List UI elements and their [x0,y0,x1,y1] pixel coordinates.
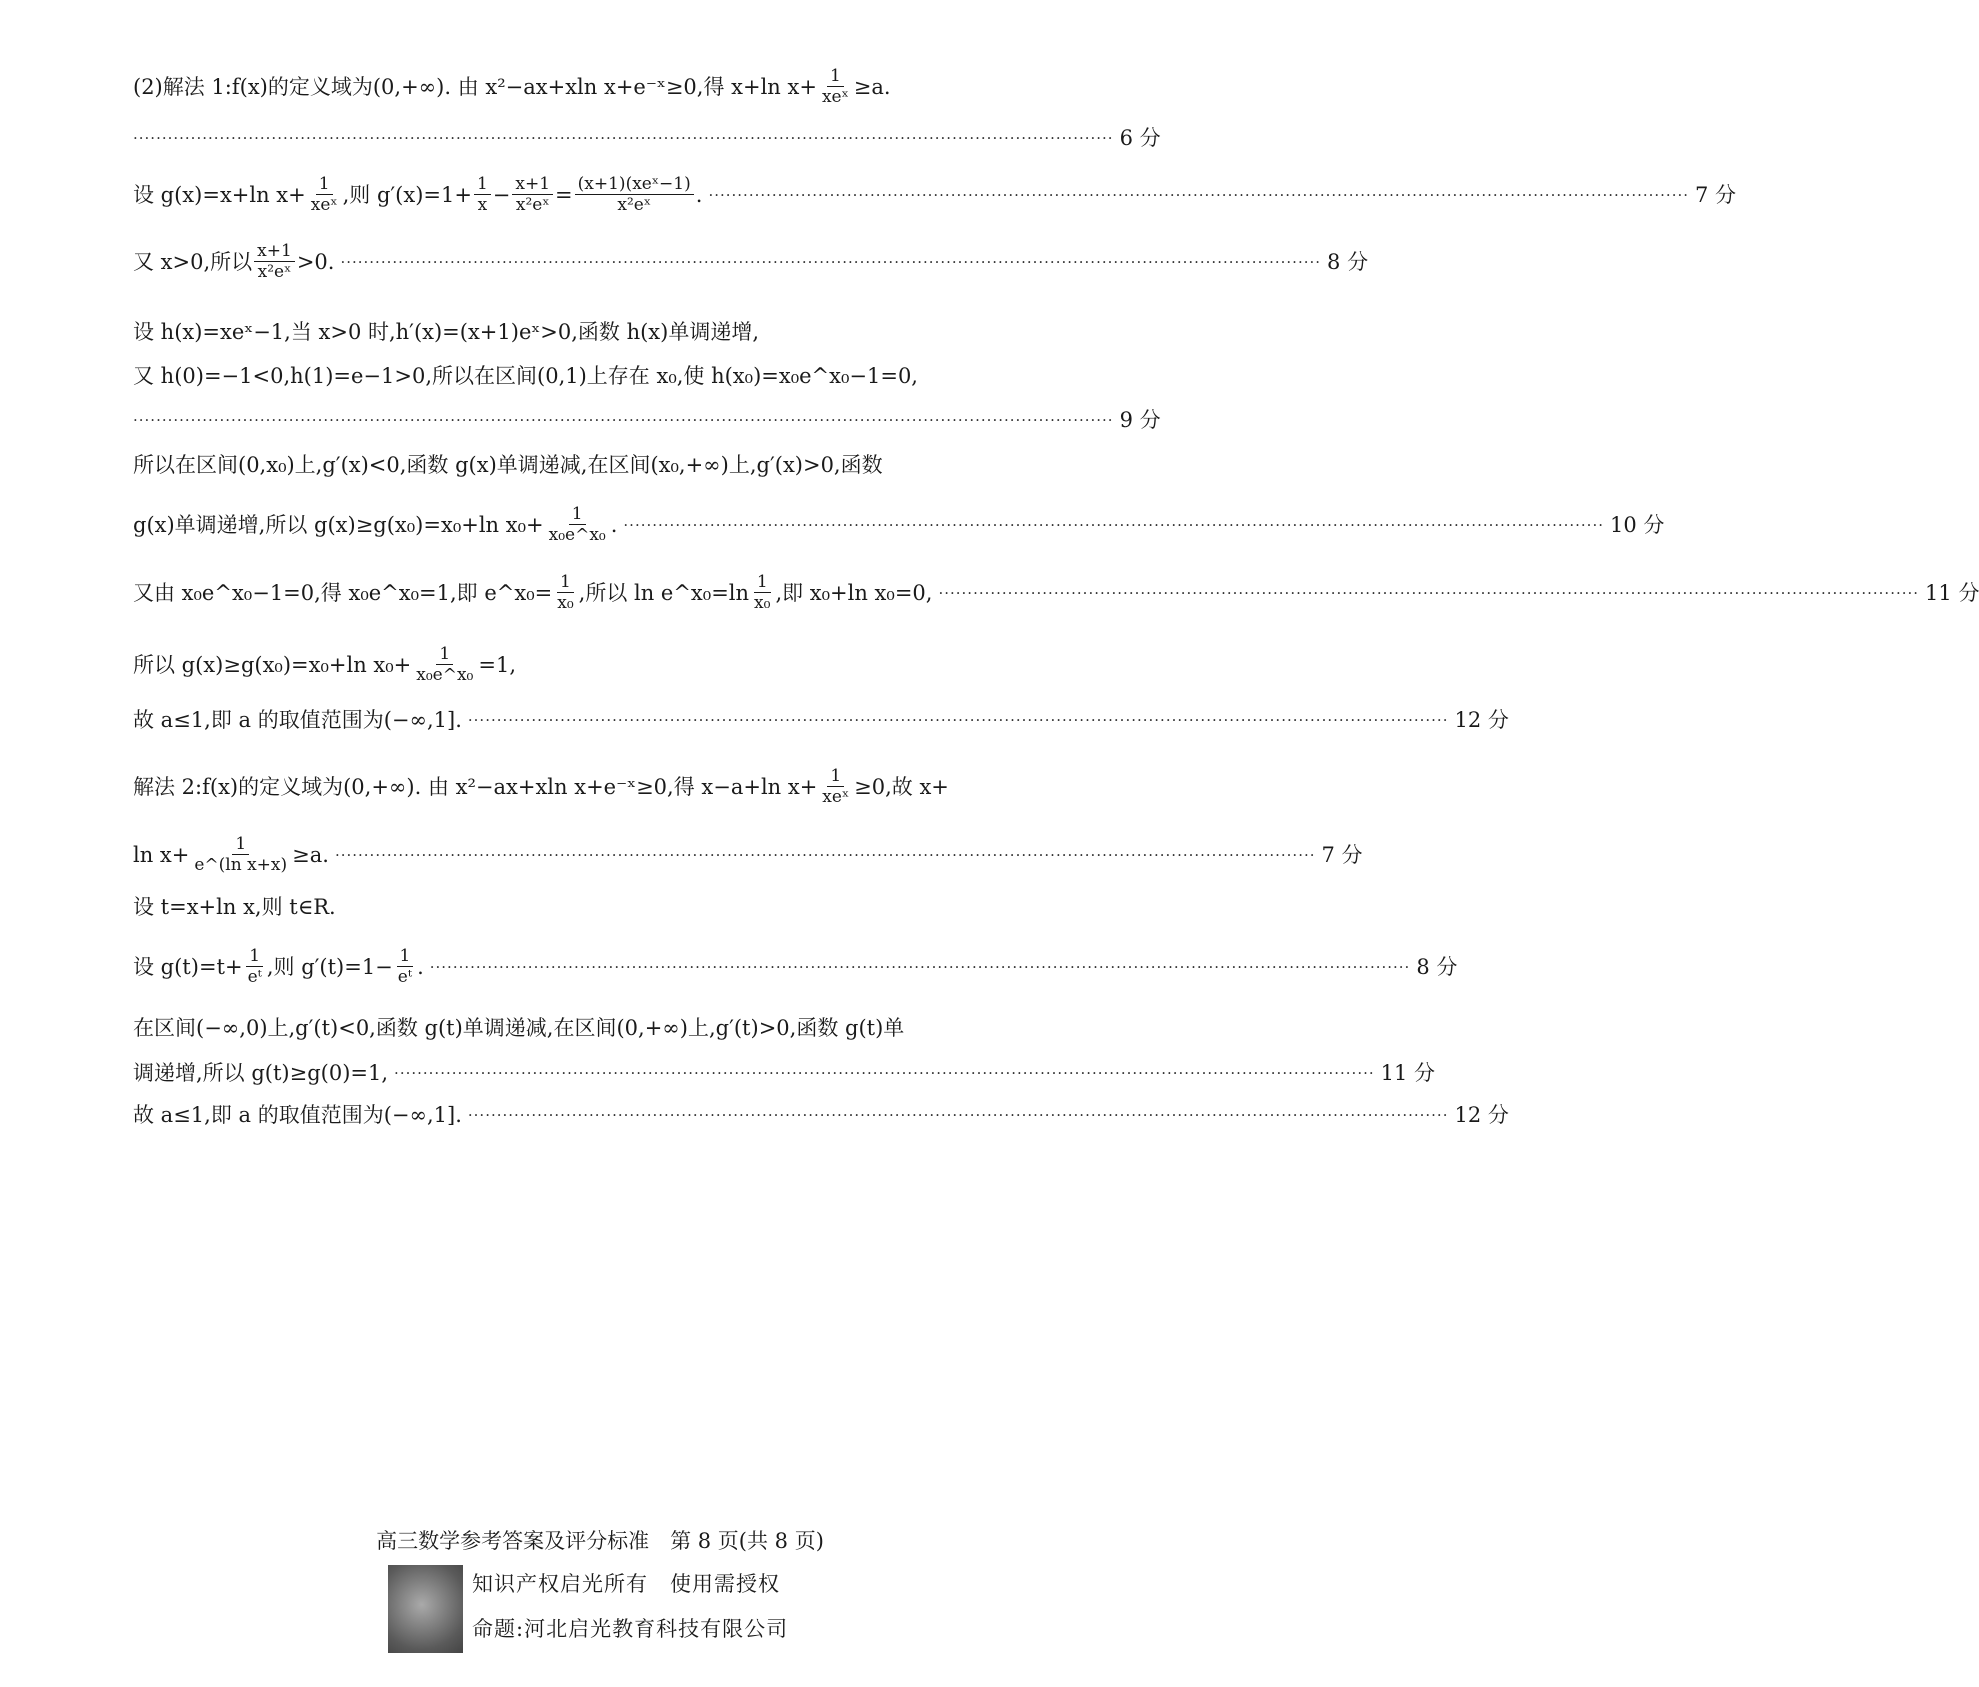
fraction-denominator: x₀e^x₀ [548,525,606,545]
dot-leader: ·········································································································································································· [429,957,1411,976]
fraction-numerator: 1 [232,834,249,855]
math-text: 又由 x₀e^x₀−1=0,得 x₀e^x₀=1,即 e^x₀= [133,580,553,605]
math-text: = [555,182,573,207]
fraction [254,241,295,282]
math-text: 设 t=x+ln x,则 t∈R. [133,895,336,919]
math-text: . [610,512,618,537]
math-text: 调递增,所以 g(t)≥g(0)=1, [133,1061,389,1085]
solution2-line4 [133,946,1458,987]
fraction-denominator: x₀e^x₀ [416,665,474,685]
fraction-numerator: 1 [397,946,414,967]
math-text: (2)解法 1:f(x)的定义域为(0,+∞). 由 x²−ax+xln x+e⁻ˣ≥0,得 x+ln x+ [133,74,817,99]
dot-leader: ·········································································································································································· [467,1106,1449,1124]
math-text: =1, [478,652,517,677]
fraction-denominator: xeˣ [821,87,849,107]
fraction-denominator: x [477,195,488,215]
math-text: 解法 2:f(x)的定义域为(0,+∞). 由 x²−ax+xln x+e⁻ˣ≥0,得 x−a+ln x+ [133,774,818,799]
copyright-notice: 知识产权启光所有 使用需授权 [472,1572,780,1596]
solution1-line9 [133,644,1108,685]
fraction-numerator: 1 [246,946,263,967]
fraction-numerator: 1 [754,572,771,593]
fraction-numerator: (x+1)(xeˣ−1) [575,174,694,195]
fraction-numerator: 1 [569,504,586,525]
fraction [474,174,491,215]
dot-leader: ·········································································································································································· [623,515,1604,534]
solution2-line3 [133,893,1108,921]
fraction-denominator: xeˣ [822,787,850,807]
fraction [751,572,773,613]
fraction-denominator: e^(ln x+x) [194,855,288,875]
solution1-line4 [133,318,1108,346]
solution2-line5 [133,1014,1108,1042]
math-text: ≥a. [292,842,329,867]
fraction-numerator: 1 [827,66,844,87]
dot-leader: ·········································································································································································· [133,129,1114,147]
fraction [554,572,576,613]
score-label: 10 分 [1609,512,1665,537]
math-text: ,则 g′(x)=1+ [342,182,472,207]
solution2-line2 [133,834,1363,875]
fraction [395,946,415,987]
math-text: ≥a. [853,74,891,99]
solution1-line1 [133,66,1108,107]
fraction-denominator: eᵗ [247,967,262,987]
dot-leader: ·········································································································································································· [133,411,1114,429]
fraction-numerator: x+1 [254,241,295,262]
solution2-line1 [133,766,1108,807]
fraction-denominator: x₀ [754,593,771,613]
math-text: ,即 x₀+ln x₀=0, [775,580,933,605]
math-text: 设 h(x)=xeˣ−1,当 x>0 时,h′(x)=(x+1)eˣ>0,函数 h(x)单调递增, [133,320,760,344]
score-label: 9 分 [1119,408,1161,432]
fraction-numerator: 1 [557,572,574,593]
math-text: 所以 g(x)≥g(x₀)=x₀+ln x₀+ [133,652,412,677]
fraction [413,644,476,685]
fraction [191,834,290,875]
score-label: 12 分 [1454,708,1509,732]
score-label: 11 分 [1925,580,1979,605]
math-text: 又 x>0,所以 [133,249,253,274]
fraction [308,174,341,215]
fraction [546,504,609,545]
fraction [819,766,852,807]
math-text: ln x+ [133,842,190,867]
math-text: 设 g(x)=x+ln x+ [133,182,306,207]
author-notice: 命题:河北启光教育科技有限公司 [472,1617,789,1641]
fraction-denominator: xeˣ [310,195,338,215]
math-text: . [695,182,703,207]
solution1-line6 [133,451,1108,479]
score-line-9 [133,406,1161,434]
solution1-line3 [133,241,1369,282]
fraction-numerator: 1 [827,766,844,787]
fraction [245,946,265,987]
score-label: 8 分 [1327,249,1369,274]
math-text: 所以在区间(0,x₀)上,g′(x)<0,函数 g(x)单调递减,在区间(x₀,+∞)上,g′(x)>0,函数 [133,453,883,477]
score-label: 12 分 [1454,1103,1509,1127]
solution1-line10 [133,706,1509,734]
score-label: 11 分 [1380,1061,1436,1085]
fraction-denominator: x²eˣ [515,195,550,215]
fraction [575,174,694,215]
page-footer: 高三数学参考答案及评分标准 第 8 页(共 8 页) [376,1529,824,1553]
dot-leader: ·········································································································································································· [938,583,1920,602]
solution1-line5 [133,362,1108,390]
math-text: >0. [296,249,335,274]
math-text: 故 a≤1,即 a 的取值范围为(−∞,1]. [133,708,462,732]
math-text: ≥0,故 x+ [854,774,949,799]
dot-leader: ·········································································································································································· [340,252,1322,271]
qr-stamp-image [388,1565,463,1653]
math-text: . [417,954,424,979]
fraction-numerator: 1 [474,174,491,195]
math-text: ,所以 ln e^x₀=ln [578,580,750,605]
fraction-denominator: x²eˣ [257,262,292,282]
solution2-line7 [133,1101,1509,1129]
solution1-line7 [133,504,1665,545]
dot-leader: ·········································································································································································· [394,1064,1375,1082]
fraction-denominator: eᵗ [397,967,413,987]
dot-leader: ·········································································································································································· [467,711,1449,729]
math-text: ,则 g′(t)=1− [266,954,393,979]
solution2-line6 [133,1059,1436,1087]
score-label: 7 分 [1321,842,1363,867]
dot-leader: ·········································································································································································· [334,845,1316,864]
math-text: 设 g(t)=t+ [133,954,243,979]
fraction-numerator: 1 [436,644,453,665]
fraction-numerator: x+1 [512,174,553,195]
math-text: 又 h(0)=−1<0,h(1)=e−1>0,所以在区间(0,1)上存在 x₀,使 h(x₀)=x₀e^x₀−1=0, [133,364,918,388]
score-line-6 [133,124,1161,152]
fraction-numerator: 1 [316,174,333,195]
fraction-denominator: x₀ [557,593,574,613]
math-text: 故 a≤1,即 a 的取值范围为(−∞,1]. [133,1103,462,1127]
math-text: − [492,182,511,207]
dot-leader: ·········································································································································································· [708,185,1690,204]
math-text: g(x)单调递增,所以 g(x)≥g(x₀)=x₀+ln x₀+ [133,512,544,537]
fraction [512,174,553,215]
score-label: 7 分 [1695,182,1737,207]
solution1-line8 [133,572,1979,613]
fraction-denominator: x²eˣ [617,195,652,215]
solution1-line2 [133,174,1737,215]
fraction [819,66,852,107]
score-label: 6 分 [1119,126,1161,150]
math-text: 在区间(−∞,0)上,g′(t)<0,函数 g(t)单调递减,在区间(0,+∞)上,g′(t)>0,函数 g(t)单 [133,1016,905,1040]
score-label: 8 分 [1416,954,1458,979]
